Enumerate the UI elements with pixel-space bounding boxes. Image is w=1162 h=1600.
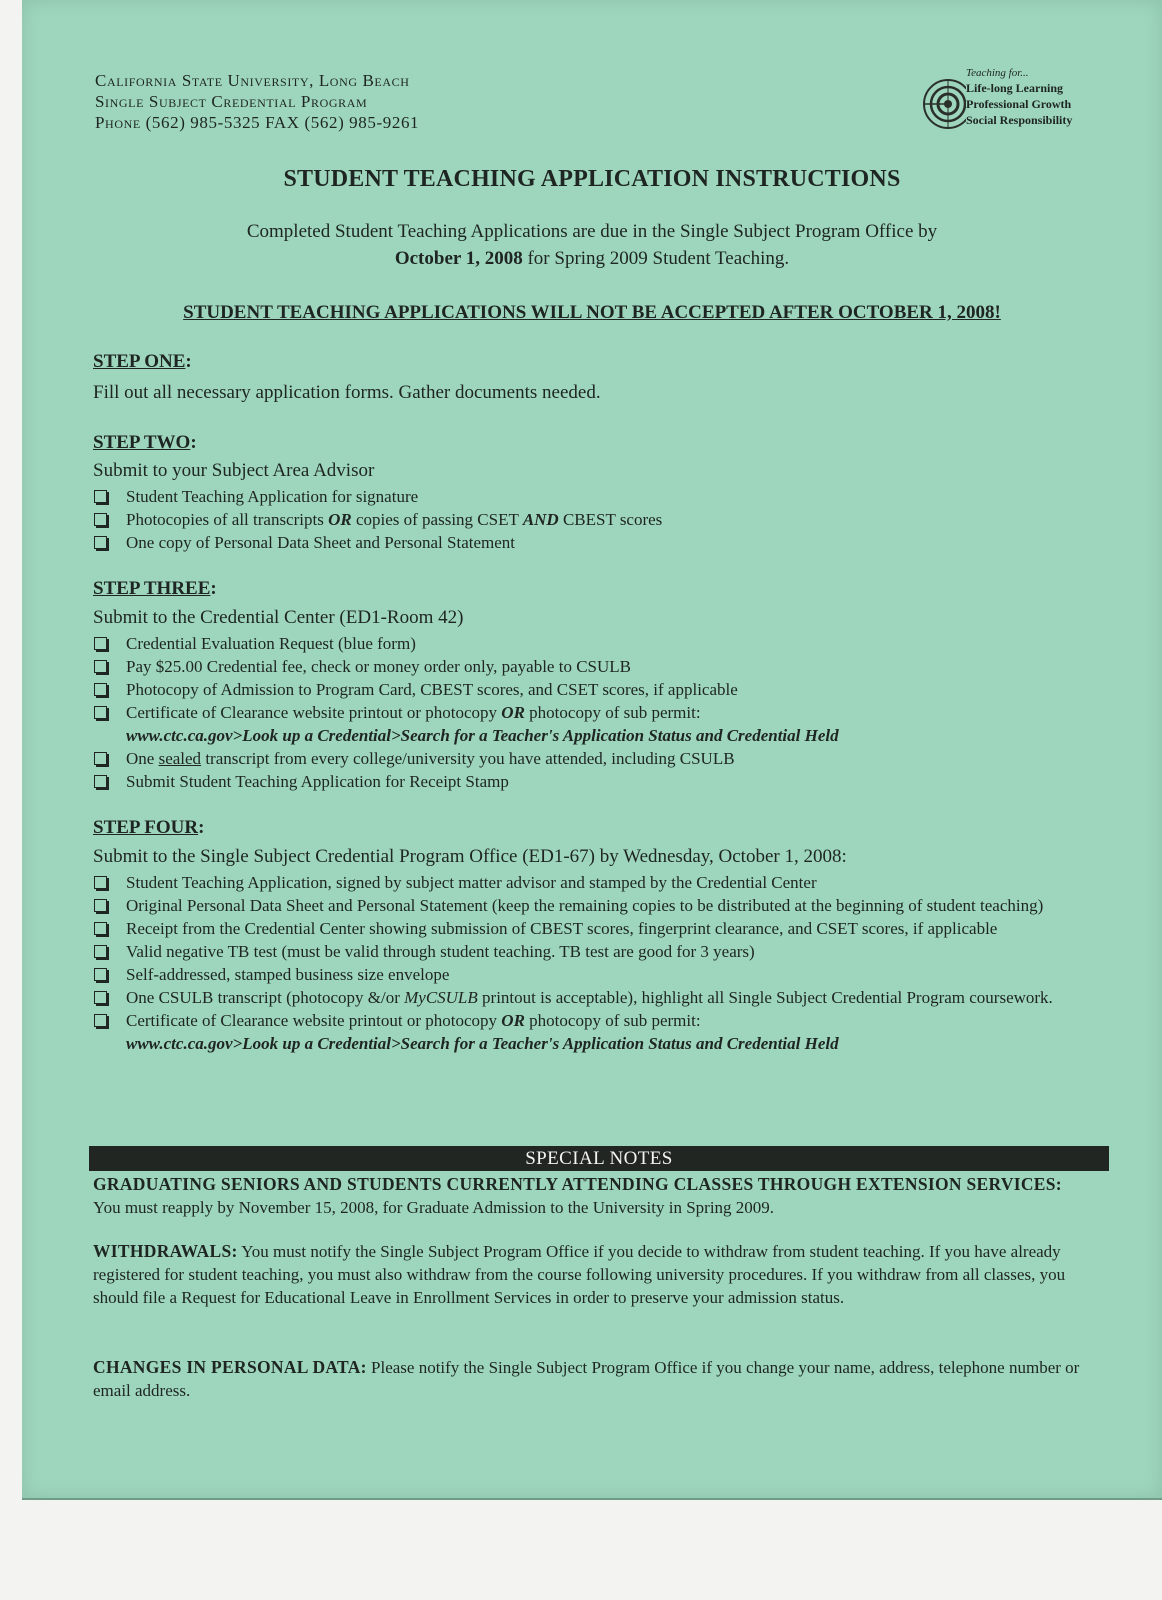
step-two-checklist	[93, 485, 1103, 554]
step-four-heading: STEP FOUR:	[93, 817, 205, 838]
checkbox-icon[interactable]	[94, 945, 107, 958]
item-text: Receipt from the Credential Center showing submission of CBEST scores, fingerprint clearance, and CSET scores, if applicable	[126, 919, 998, 938]
deadline-warning: STUDENT TEACHING APPLICATIONS WILL NOT BE ACCEPTED AFTER OCTOBER 1, 2008!	[183, 302, 1001, 323]
page-title: STUDENT TEACHING APPLICATION INSTRUCTIONS	[283, 166, 901, 192]
emphasis-or: OR	[501, 703, 525, 722]
due-line-1: Completed Student Teaching Applications are due in the Single Subject Program Office by	[246, 221, 938, 242]
step-four-label: STEP FOUR	[93, 817, 199, 838]
logo-line-growth: Professional Growth	[966, 97, 1072, 111]
list-item	[93, 917, 1103, 940]
item-text: One CSULB transcript (photocopy &/or	[126, 988, 405, 1007]
step-three-intro: Submit to the Credential Center (ED1-Room 42)	[93, 607, 464, 628]
list-item	[93, 770, 1103, 793]
spiral-shell-icon	[922, 64, 966, 142]
due-notice	[22, 218, 1162, 272]
item-text: Certificate of Clearance website printout or photocopy	[126, 703, 502, 722]
step-three-label: STEP THREE	[93, 578, 211, 599]
item-text: One copy of Personal Data Sheet and Personal Statement	[126, 533, 516, 552]
note-graduating-label: GRADUATING SENIORS AND STUDENTS CURRENTLY ATTENDING CLASSES THROUGH EXTENSION SERVICES:	[93, 1174, 1062, 1194]
step-four-checklist	[93, 871, 1103, 1055]
step-three-checklist	[93, 632, 1103, 793]
checkbox-icon[interactable]	[94, 490, 107, 503]
logo-line-learning: Life-long Learning	[966, 81, 1064, 95]
note-withdrawals-label: WITHDRAWALS:	[93, 1241, 238, 1261]
emphasis-or: OR	[328, 510, 352, 529]
checkbox-icon[interactable]	[94, 899, 107, 912]
emphasis-or: OR	[501, 1011, 525, 1030]
item-text: printout is acceptable), highlight all Single Subject Credential Program coursework.	[477, 988, 1053, 1007]
item-text: Pay $25.00 Credential fee, check or money order only, payable to CSULB	[126, 657, 631, 676]
logo-text	[966, 67, 1072, 128]
list-item	[93, 701, 1103, 747]
checkbox-icon[interactable]	[94, 922, 107, 935]
list-item	[93, 485, 1103, 508]
checkbox-icon[interactable]	[94, 660, 107, 673]
checkbox-icon[interactable]	[94, 536, 107, 549]
list-item	[93, 963, 1103, 986]
checkbox-icon[interactable]	[94, 637, 107, 650]
note-withdrawals-text: You must notify the Single Subject Program Office if you decide to withdraw from student teaching. If you have already registered for student teaching, you must also withdraw from the course following university procedures. If you withdraw from all classes, you should file a Request for Educational Leave in Enrollment Services in order to preserve your admission status.	[93, 1242, 1066, 1307]
item-text: Credential Evaluation Request (blue form)	[126, 634, 416, 653]
checkbox-icon[interactable]	[94, 752, 107, 765]
ctc-url-link[interactable]: www.ctc.ca.gov>Look up a Credential>Search for a Teacher's Application Status and Credential Held	[126, 1034, 839, 1053]
item-text: One	[126, 749, 159, 768]
item-text: Self-addressed, stamped business size envelope	[126, 965, 450, 984]
item-text: Valid negative TB test (must be valid through student teaching. TB test are good for 3 years)	[126, 942, 755, 961]
item-text: Certificate of Clearance website printout or photocopy	[126, 1011, 502, 1030]
note-graduating-text: You must reapply by November 15, 2008, for Graduate Admission to the University in Spring 2009.	[93, 1198, 775, 1217]
due-line-2-rest: for Spring 2009 Student Teaching.	[522, 248, 790, 269]
note-changes-label: CHANGES IN PERSONAL DATA:	[93, 1357, 367, 1377]
office-header	[95, 70, 419, 133]
step-two-label: STEP TWO	[93, 432, 191, 453]
item-text: Submit Student Teaching Application for Receipt Stamp	[126, 772, 509, 791]
list-item	[93, 940, 1103, 963]
checkbox-icon[interactable]	[94, 775, 107, 788]
item-text: photocopy of sub permit:	[524, 703, 701, 722]
note-changes-text: Please notify the Single Subject Program Office if you change your name, address, telephone number or email address.	[93, 1358, 1080, 1400]
checkbox-icon[interactable]	[94, 968, 107, 981]
item-text: Photocopies of all transcripts	[126, 510, 329, 529]
step-one-heading: STEP ONE:	[93, 351, 192, 372]
list-item	[93, 531, 1103, 554]
program-name: Single Subject Credential Program	[95, 92, 368, 111]
list-item	[93, 655, 1103, 678]
logo-tagline: Teaching for...	[966, 67, 1029, 79]
list-item	[93, 508, 1103, 531]
note-changes	[93, 1356, 1093, 1402]
item-text: Photocopy of Admission to Program Card, CBEST scores, and CSET scores, if applicable	[126, 680, 738, 699]
due-line-2	[22, 245, 1162, 272]
special-notes-banner: SPECIAL NOTES	[89, 1146, 1109, 1171]
checkbox-icon[interactable]	[94, 876, 107, 889]
step-two-heading: STEP TWO:	[93, 432, 197, 453]
contact-line: Phone (562) 985-5325 FAX (562) 985-9261	[95, 113, 420, 132]
step-one-label: STEP ONE	[93, 351, 186, 372]
emphasis-and: AND	[522, 510, 559, 529]
due-date: October 1, 2008	[394, 248, 523, 269]
note-graduating	[93, 1173, 1093, 1219]
checkbox-icon[interactable]	[94, 706, 107, 719]
list-item	[93, 986, 1103, 1009]
list-item	[93, 632, 1103, 655]
note-withdrawals	[93, 1240, 1093, 1309]
step-three-heading: STEP THREE:	[93, 578, 217, 599]
emphasis-sealed: sealed	[158, 749, 202, 768]
university-name: California State University, Long Beach	[95, 71, 410, 90]
step-four-intro: Submit to the Single Subject Credential Program Office (ED1-67) by Wednesday, October 1, 2008:	[93, 846, 847, 867]
item-text: CBEST scores	[558, 510, 663, 529]
item-text: Student Teaching Application for signature	[126, 487, 419, 506]
checkbox-icon[interactable]	[94, 683, 107, 696]
list-item	[93, 871, 1103, 894]
item-text: Student Teaching Application, signed by subject matter advisor and stamped by the Credential Center	[126, 873, 817, 892]
checkbox-icon[interactable]	[94, 991, 107, 1004]
logo-line-responsibility: Social Responsibility	[966, 113, 1073, 127]
item-text: transcript from every college/university you have attended, including CSULB	[201, 749, 735, 768]
item-text: Original Personal Data Sheet and Personal Statement (keep the remaining copies to be distributed at the beginning of student teaching)	[126, 896, 1044, 915]
checkbox-icon[interactable]	[94, 513, 107, 526]
list-item	[93, 678, 1103, 701]
list-item	[93, 894, 1103, 917]
item-text: photocopy of sub permit:	[524, 1011, 701, 1030]
step-two-intro: Submit to your Subject Area Advisor	[93, 460, 375, 481]
item-text: copies of passing CSET	[351, 510, 523, 529]
list-item	[93, 747, 1103, 770]
step-one-text: Fill out all necessary application forms. Gather documents needed.	[93, 382, 601, 403]
checkbox-icon[interactable]	[94, 1014, 107, 1027]
program-logo	[922, 64, 1122, 144]
emphasis-mycsulb: MyCSULB	[404, 988, 478, 1007]
list-item	[93, 1009, 1103, 1055]
ctc-url-link[interactable]: www.ctc.ca.gov>Look up a Credential>Search for a Teacher's Application Status and Credential Held	[126, 726, 839, 745]
